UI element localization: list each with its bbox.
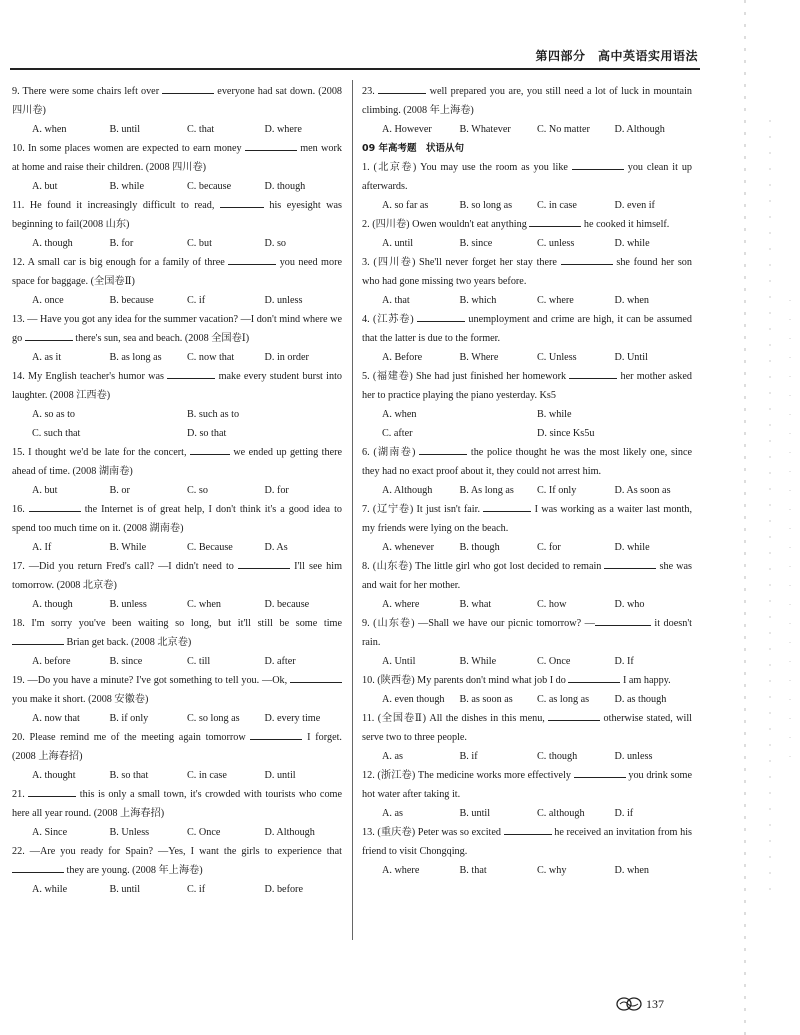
- question-item: [362, 766, 692, 823]
- answer-option[interactable]: A. but: [32, 485, 58, 496]
- header-rule: [10, 68, 700, 70]
- answer-option[interactable]: C. that: [187, 124, 215, 135]
- answer-blank[interactable]: [419, 444, 467, 455]
- answer-option[interactable]: A. Until: [382, 656, 416, 667]
- options-row: [12, 405, 342, 443]
- stem-text: you clean it up afterwards.: [362, 162, 693, 192]
- stem-text: make every student burst into laughter. (2008 江西卷): [12, 371, 342, 401]
- answer-option[interactable]: B. such as to: [187, 409, 240, 420]
- answer-blank[interactable]: [29, 501, 81, 512]
- answer-option[interactable]: A. when: [382, 409, 417, 420]
- answer-option[interactable]: C. but: [187, 238, 212, 249]
- options-row: [12, 538, 342, 557]
- question-item: [362, 215, 692, 253]
- stem-text: 4. (江苏卷): [362, 314, 418, 325]
- answer-option[interactable]: A. once: [32, 295, 64, 306]
- answer-option[interactable]: B. As long as: [459, 485, 514, 496]
- question-stem: [362, 557, 692, 595]
- stem-text: he cooked it himself.: [581, 219, 670, 230]
- stem-text: I am happy.: [620, 675, 671, 686]
- answer-option[interactable]: B. if: [459, 751, 478, 762]
- answer-option[interactable]: B. since: [459, 238, 493, 249]
- answer-option[interactable]: C. If only: [537, 485, 577, 496]
- answer-option[interactable]: D. unless: [614, 751, 653, 762]
- answer-option[interactable]: C. Once: [187, 827, 221, 838]
- options-row: [12, 766, 342, 785]
- question-stem: [12, 196, 342, 234]
- stem-text: 10. In some places women are expected to earn money: [12, 143, 245, 154]
- answer-option[interactable]: A. where: [382, 599, 420, 610]
- answer-option[interactable]: C. if: [187, 884, 206, 895]
- answer-option[interactable]: C. because: [187, 181, 232, 192]
- options-row: [362, 538, 692, 557]
- page-number: 137: [646, 996, 664, 1011]
- stem-text: Brian get back. (2008 北京卷): [64, 637, 192, 648]
- answer-option[interactable]: A. so far as: [382, 200, 429, 211]
- stem-text: 19. —Do you have a minute? I've got something to tell you. —Ok,: [12, 675, 290, 686]
- stem-text: you drink some hot water after taking it.: [362, 770, 692, 800]
- answer-option[interactable]: B. until: [109, 124, 141, 135]
- stem-text: well prepared you are, you still need a lot of luck in mountain climbing. (2008 年上海卷): [362, 86, 692, 116]
- options-row: [12, 177, 342, 196]
- answer-option[interactable]: C. how: [537, 599, 567, 610]
- stem-text: 7. (辽宁卷) It just isn't fair.: [362, 504, 484, 515]
- stem-text: 13. — Have you got any idea for the summer vacation? —I don't mind where we go: [12, 314, 343, 344]
- answer-option[interactable]: D. every time: [264, 713, 321, 724]
- answer-option[interactable]: D. when: [614, 295, 650, 306]
- left-column: [12, 82, 342, 899]
- answer-blank[interactable]: [604, 558, 656, 569]
- page-header-title: 第四部分 高中英语实用语法: [535, 49, 698, 63]
- question-stem: [12, 557, 342, 595]
- answer-blank[interactable]: [504, 824, 552, 835]
- question-item: [12, 557, 342, 614]
- answer-option[interactable]: D. where: [264, 124, 302, 135]
- question-item: [362, 614, 692, 671]
- stem-text: she found her son who had gone missing two years before.: [362, 257, 692, 287]
- answer-blank[interactable]: [228, 254, 276, 265]
- answer-blank[interactable]: [167, 368, 215, 379]
- answer-option[interactable]: B. Whatever: [459, 124, 511, 135]
- question-item: [12, 82, 342, 139]
- options-row: [12, 823, 342, 842]
- answer-blank[interactable]: [250, 729, 302, 740]
- answer-option[interactable]: D. so that: [187, 428, 227, 439]
- answer-option[interactable]: D. Although: [614, 124, 665, 135]
- stem-text: 23.: [362, 86, 379, 97]
- answer-option[interactable]: C. till: [187, 656, 211, 667]
- answer-option[interactable]: A. Before: [382, 352, 423, 363]
- answer-option[interactable]: B. Where: [459, 352, 499, 363]
- answer-option[interactable]: C. such that: [32, 428, 81, 439]
- answer-option[interactable]: B. until: [109, 884, 141, 895]
- answer-option[interactable]: A. where: [382, 865, 420, 876]
- stem-text: her mother asked her to practice playing the piano yesterday. Ks5: [362, 371, 692, 401]
- stem-text: there's sun, sea and beach. (2008 全国卷Ⅰ): [72, 333, 250, 344]
- answer-blank[interactable]: [417, 311, 465, 322]
- answer-option[interactable]: A. as: [382, 808, 403, 819]
- answer-option[interactable]: D. who: [614, 599, 645, 610]
- answer-option[interactable]: A. until: [382, 238, 414, 249]
- options-row: [362, 747, 692, 766]
- answer-option[interactable]: C. why: [537, 865, 567, 876]
- answer-blank[interactable]: [190, 444, 230, 455]
- question-stem: [362, 766, 692, 804]
- options-row: [12, 595, 342, 614]
- answer-option[interactable]: A. so as to: [32, 409, 76, 420]
- answer-option[interactable]: A. now that: [32, 713, 80, 724]
- question-item: [362, 823, 692, 880]
- question-stem: [12, 671, 342, 709]
- answer-option[interactable]: C. although: [537, 808, 585, 819]
- answer-blank[interactable]: [568, 672, 620, 683]
- options-row: [362, 196, 692, 215]
- section-title: 09 年高考题 状语从句: [362, 143, 465, 154]
- answer-option[interactable]: C. in case: [187, 770, 227, 781]
- question-stem: [12, 253, 342, 291]
- answer-option[interactable]: C. if: [187, 295, 206, 306]
- answer-option[interactable]: D. because: [264, 599, 310, 610]
- answer-option[interactable]: D. while: [614, 238, 650, 249]
- answer-option[interactable]: B. if only: [109, 713, 149, 724]
- question-item: [12, 500, 342, 557]
- stem-text: the police thought he was the most likely one, since they had no exact proof about it, they could not arrest him.: [362, 447, 692, 477]
- question-stem: [362, 158, 692, 196]
- answer-blank[interactable]: [595, 615, 651, 626]
- stem-text: everyone had sat down. (2008 四川卷): [12, 86, 343, 116]
- answer-option[interactable]: D. Although: [264, 827, 315, 838]
- question-stem: [362, 215, 692, 234]
- answer-option[interactable]: C. after: [382, 428, 413, 439]
- options-row: [12, 709, 342, 728]
- stem-text: we ended up getting there ahead of time. (2008 湖南卷): [12, 447, 343, 477]
- answer-option[interactable]: C. when: [187, 599, 221, 610]
- page-footer: [616, 996, 664, 1012]
- stem-text: 21.: [12, 789, 29, 800]
- stem-text: I'll see him tomorrow. (2008 北京卷): [12, 561, 342, 591]
- stem-text: 11. He found it increasingly difficult to read,: [12, 200, 220, 211]
- options-row: [362, 234, 692, 253]
- answer-option[interactable]: C. in case: [537, 200, 577, 211]
- stem-text: unemployment and crime are high, it can be assumed that the latter is due to the former.: [362, 314, 693, 344]
- options-row: [362, 595, 692, 614]
- answer-option[interactable]: D. after: [264, 656, 296, 667]
- answer-option[interactable]: A. before: [32, 656, 71, 667]
- stem-text: 22. —Are you ready for Spain? —Yes, I want the girls to experience that: [12, 846, 342, 857]
- answer-option[interactable]: B. as soon as: [459, 694, 513, 705]
- stem-text: 20. Please remind me of the meeting again tomorrow: [12, 732, 251, 743]
- question-item: [12, 310, 342, 367]
- stem-text: they are young. (2008 年上海卷): [64, 865, 203, 876]
- options-row: [362, 481, 692, 500]
- answer-blank[interactable]: [12, 634, 64, 645]
- answer-blank[interactable]: [569, 368, 617, 379]
- options-row: [362, 291, 692, 310]
- question-stem: [12, 310, 342, 348]
- answer-option[interactable]: B. that: [459, 865, 487, 876]
- stem-text: 16.: [12, 504, 29, 515]
- answer-option[interactable]: A. If: [32, 542, 52, 553]
- stem-text: 8. (山东卷) The little girl who got lost decided to remain: [362, 561, 605, 572]
- answer-option[interactable]: C. Unless: [537, 352, 577, 363]
- answer-option[interactable]: B. as long as: [109, 352, 162, 363]
- question-item: [362, 367, 692, 443]
- answer-blank[interactable]: [572, 159, 624, 170]
- stem-text: 9. There were some chairs left over: [12, 86, 163, 97]
- answer-option[interactable]: D. in order: [264, 352, 309, 363]
- question-stem: [12, 139, 342, 177]
- question-item: [12, 671, 342, 728]
- answer-blank[interactable]: [220, 197, 264, 208]
- answer-option[interactable]: D. even if: [614, 200, 655, 211]
- answer-option[interactable]: B. so that: [109, 770, 149, 781]
- answer-option[interactable]: A. that: [382, 295, 410, 306]
- answer-option[interactable]: C. where: [537, 295, 574, 306]
- stem-text: the Internet is of great help, I don't think it's a good idea to spend too much time on it. (2008 湖南卷): [12, 504, 342, 534]
- answer-option[interactable]: B. Unless: [109, 827, 150, 838]
- question-stem: [362, 823, 692, 861]
- answer-option[interactable]: D. as though: [614, 694, 667, 705]
- question-item: [362, 82, 692, 139]
- question-item: [362, 310, 692, 367]
- answer-blank[interactable]: [548, 710, 600, 721]
- question-stem: [362, 500, 692, 538]
- answer-option[interactable]: B. while: [537, 409, 572, 420]
- answer-option[interactable]: C. so: [187, 485, 208, 496]
- options-row: [12, 291, 342, 310]
- answer-blank[interactable]: [245, 140, 297, 151]
- answer-blank[interactable]: [290, 672, 342, 683]
- question-stem: [12, 500, 342, 538]
- options-row: [12, 348, 342, 367]
- answer-option[interactable]: D. If: [614, 656, 634, 667]
- question-item: [12, 443, 342, 500]
- question-stem: [12, 842, 342, 880]
- stem-text: 10. (陕西卷) My parents don't mind what job I do: [362, 675, 569, 686]
- question-stem: [12, 614, 342, 652]
- answer-blank[interactable]: [162, 83, 214, 94]
- answer-blank[interactable]: [238, 558, 290, 569]
- answer-blank[interactable]: [12, 862, 64, 873]
- answer-option[interactable]: A. thought: [32, 770, 76, 781]
- question-stem: [362, 253, 692, 291]
- question-item: [362, 500, 692, 557]
- answer-option[interactable]: A. but: [32, 181, 58, 192]
- question-item: [362, 709, 692, 766]
- stem-text: 15. I thought we'd be late for the concert,: [12, 447, 190, 458]
- options-row: [362, 348, 692, 367]
- answer-option[interactable]: B. for: [109, 238, 134, 249]
- answer-option[interactable]: C. for: [537, 542, 561, 553]
- stem-text: it doesn't rain.: [362, 618, 692, 648]
- answer-option[interactable]: C. No matter: [537, 124, 590, 135]
- stem-text: 12. (浙江卷) The medicine works more effectively: [362, 770, 574, 781]
- answer-blank[interactable]: [574, 767, 626, 778]
- answer-option[interactable]: D. while: [614, 542, 650, 553]
- answer-blank[interactable]: [529, 216, 581, 227]
- question-item: [12, 367, 342, 443]
- question-stem: [12, 443, 342, 481]
- stem-text: 11. (全国卷Ⅱ) All the dishes in this menu,: [362, 713, 549, 724]
- book-publisher-logo-icon: [616, 996, 642, 1012]
- answer-option[interactable]: B. so long as: [459, 200, 513, 211]
- answer-option[interactable]: A. when: [32, 124, 67, 135]
- column-divider: [352, 80, 353, 940]
- question-stem: [362, 310, 692, 348]
- options-row: [362, 120, 692, 139]
- options-row: [12, 880, 342, 899]
- stem-text: 9. (山东卷) —Shall we have our picnic tomorrow? —: [362, 618, 595, 629]
- answer-option[interactable]: A. However: [382, 124, 432, 135]
- answer-option[interactable]: B. what: [459, 599, 492, 610]
- answer-option[interactable]: D. Until: [614, 352, 648, 363]
- answer-option[interactable]: C. as long as: [537, 694, 590, 705]
- stem-text: you need more space for baggage. (全国卷Ⅱ): [12, 257, 342, 287]
- stem-text: I forget. (2008 上海春招): [12, 732, 342, 762]
- question-stem: [362, 82, 692, 120]
- answer-option[interactable]: D. so: [264, 238, 287, 249]
- stem-text: you make it short. (2008 安徽卷): [12, 694, 149, 705]
- answer-blank[interactable]: [28, 786, 76, 797]
- question-stem: [12, 728, 342, 766]
- answer-option[interactable]: D. As soon as: [614, 485, 671, 496]
- options-row: [12, 652, 342, 671]
- answer-option[interactable]: B. or: [109, 485, 130, 496]
- answer-option[interactable]: D. for: [264, 485, 289, 496]
- question-stem: [12, 367, 342, 405]
- question-item: [362, 443, 692, 500]
- stem-text: 13. (重庆卷) Peter was so excited: [362, 827, 504, 838]
- answer-blank[interactable]: [561, 254, 613, 265]
- question-item: [12, 785, 342, 842]
- question-item: [362, 158, 692, 215]
- answer-option[interactable]: D. As: [264, 542, 288, 553]
- answer-option[interactable]: C. now that: [187, 352, 235, 363]
- options-row: [362, 405, 692, 443]
- answer-option[interactable]: A. whenever: [382, 542, 435, 553]
- options-row: [362, 804, 692, 823]
- answer-option[interactable]: D. since Ks5u: [537, 428, 595, 439]
- options-row: [362, 652, 692, 671]
- answer-option[interactable]: A. Since: [32, 827, 68, 838]
- question-item: [362, 671, 692, 709]
- stem-text: 3. (四川卷) She'll never forget her stay there: [362, 257, 561, 268]
- question-item: [12, 139, 342, 196]
- question-item: [12, 614, 342, 671]
- question-stem: [362, 614, 692, 652]
- answer-blank[interactable]: [378, 83, 426, 94]
- stem-text: 2. (四川卷) Owen wouldn't eat anything: [362, 219, 530, 230]
- stem-text: 18. I'm sorry you've been waiting so long, but it'll still be some time: [12, 618, 342, 629]
- stem-text: I was working as a waiter last month, my friends were lying on the beach.: [362, 504, 693, 534]
- options-row: [12, 234, 342, 253]
- question-item: [12, 728, 342, 785]
- stem-text: he received an invitation from his friend to visit Chongqing.: [362, 827, 692, 857]
- answer-option[interactable]: A. Although: [382, 485, 433, 496]
- answer-blank[interactable]: [483, 501, 531, 512]
- question-stem: [362, 367, 692, 405]
- answer-option[interactable]: B. though: [459, 542, 500, 553]
- answer-option[interactable]: C. though: [537, 751, 578, 762]
- answer-option[interactable]: D. unless: [264, 295, 303, 306]
- answer-option[interactable]: B. which: [459, 295, 497, 306]
- answer-option[interactable]: D. when: [614, 865, 650, 876]
- answer-option[interactable]: C. Once: [537, 656, 571, 667]
- answer-option[interactable]: D. before: [264, 884, 303, 895]
- options-row: [362, 690, 692, 709]
- stem-text: this is only a small town, it's crowded with tourists who come here all year round. (2008 上海春招): [12, 789, 342, 819]
- question-item: [362, 253, 692, 310]
- answer-option[interactable]: B. while: [109, 181, 145, 192]
- answer-option[interactable]: B. While: [459, 656, 497, 667]
- answer-option[interactable]: C. Because: [187, 542, 233, 553]
- answer-option[interactable]: A. as it: [32, 352, 62, 363]
- question-item: [362, 557, 692, 614]
- question-item: [12, 253, 342, 310]
- answer-option[interactable]: B. unless: [109, 599, 147, 610]
- question-stem: [362, 671, 692, 690]
- options-row: [12, 120, 342, 139]
- stem-text: his eyesight was beginning to fail(2008 山东): [12, 200, 342, 230]
- stem-text: 6. (湖南卷): [362, 447, 420, 458]
- stem-text: 1. (北京卷) You may use the room as you like: [362, 162, 572, 173]
- question-stem: [12, 82, 342, 120]
- question-stem: [362, 709, 692, 747]
- stem-text: men work at home and raise their children. (2008 四川卷): [12, 143, 342, 173]
- answer-option[interactable]: A. as: [382, 751, 403, 762]
- answer-option[interactable]: A. though: [32, 599, 73, 610]
- question-item: [12, 842, 342, 899]
- answer-option[interactable]: D. until: [264, 770, 296, 781]
- answer-option[interactable]: C. unless: [537, 238, 575, 249]
- stem-text: 5. (福建卷) She had just finished her homework: [362, 371, 570, 382]
- answer-option[interactable]: A. while: [32, 884, 68, 895]
- answer-option[interactable]: D. if: [614, 808, 634, 819]
- options-row: [362, 861, 692, 880]
- stem-text: 12. A small car is big enough for a family of three: [12, 257, 229, 268]
- stem-text: 17. —Did you return Fred's call? —I didn't need to: [12, 561, 238, 572]
- answer-blank[interactable]: [25, 330, 73, 341]
- stem-text: she was and wait for her mother.: [362, 561, 692, 591]
- answer-option[interactable]: A. though: [32, 238, 73, 249]
- options-row: [12, 481, 342, 500]
- answer-option[interactable]: B. While: [109, 542, 147, 553]
- scan-edge-noise: [740, 0, 800, 1035]
- stem-text: 14. My English teacher's humor was: [12, 371, 168, 382]
- answer-option[interactable]: B. since: [109, 656, 143, 667]
- stem-text: otherwise stated, will serve two to three people.: [362, 713, 692, 743]
- answer-option[interactable]: B. until: [459, 808, 491, 819]
- question-item: [12, 196, 342, 253]
- answer-option[interactable]: B. because: [109, 295, 154, 306]
- answer-option[interactable]: D. though: [264, 181, 306, 192]
- answer-option[interactable]: C. so long as: [187, 713, 240, 724]
- right-column: [362, 82, 692, 880]
- question-stem: [362, 443, 692, 481]
- answer-option[interactable]: A. even though: [382, 694, 445, 705]
- question-stem: [12, 785, 342, 823]
